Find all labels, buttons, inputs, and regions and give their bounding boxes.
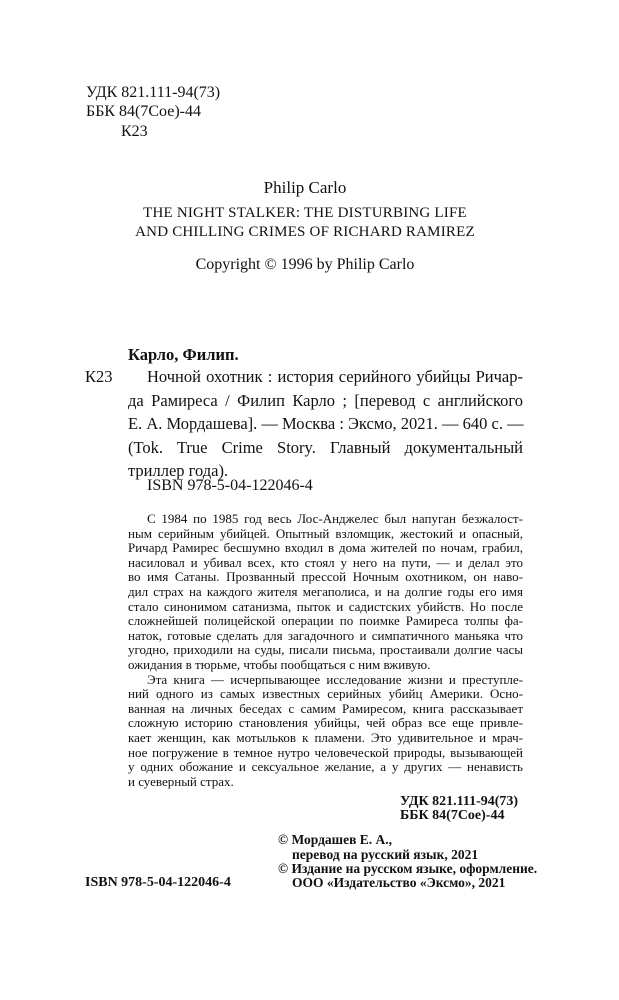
catalog-isbn: ISBN 978-5-04-122046-4 <box>147 477 313 494</box>
annotation-line: и суеверный страх. <box>128 773 234 789</box>
annotation-line: сложнейшей полицейской операции по поимке Рамиреса толпы фа- <box>128 613 523 629</box>
annotation-line: С 1984 по 1985 год весь Лос-Анджелес был напуган безжалост- <box>147 511 523 526</box>
bottom-bbk-code: ББК 84(7Сое)-44 <box>400 808 505 823</box>
bbk-code: ББК 84(7Сое)-44 <box>86 103 201 120</box>
udk-code: УДК 821.111-94(73) <box>86 84 221 101</box>
catalog-entry <box>128 365 523 483</box>
annotation-line: наток, готовые сделать для загадочного и симпатичного маньяка что <box>128 627 523 643</box>
annotation-line: дил страх на каждого жителя мегаполиса, и на долгие годы его имя <box>128 583 523 599</box>
annotation-line: ний одного из самых известных серийных убийц Америки. Осно- <box>128 686 523 702</box>
bottom-udk-code: УДК 821.111-94(73) <box>400 794 519 809</box>
catalog-line: да Рамиреса / Филип Карло ; [перевод с английского <box>128 390 523 410</box>
catalog-line: (Tok. True Crime Story. Главный документальный <box>128 437 523 457</box>
original-title-line: AND CHILLING CRIMES OF RICHARD RAMIREZ <box>135 224 475 240</box>
catalog-heading: Карло, Филип. <box>128 345 239 364</box>
annotation-line: кает женщин, как мотыльков к пламени. Это удивительное и мрач- <box>128 729 523 745</box>
annotation-line: у одних обожание и сексуальное желание, а у других — ненависть <box>128 759 523 775</box>
edition-copyright: © Издание на русском языке, оформление. <box>278 861 538 876</box>
translation-copyright: © Мордашев Е. А., <box>278 832 392 847</box>
bottom-isbn: ISBN 978-5-04-122046-4 <box>85 875 231 890</box>
annotation-line: ванная на личных беседах с самим Рамиресом, книга рассказывает <box>128 700 523 716</box>
annotation-line: Эта книга — исчерпывающее исследование жизни и преступле- <box>147 671 523 687</box>
catalog-author-mark: К23 <box>85 367 113 386</box>
annotation <box>128 512 523 789</box>
annotation-line: сложную историю становления убийцы, чей образ все еще привле- <box>128 715 523 731</box>
author-mark: К23 <box>121 123 148 140</box>
publisher-copyright: ООО «Издательство «Эксмо», 2021 <box>292 875 506 890</box>
annotation-line: стало синонимом сатанизма, пыток и садистских убийств. Но после <box>128 598 523 614</box>
original-title-line: THE NIGHT STALKER: THE DISTURBING LIFE <box>143 205 467 221</box>
catalog-line: Ночной охотник : история серийного убийцы Ричар- <box>147 367 523 386</box>
original-author: Philip Carlo <box>263 178 347 197</box>
original-copyright: Copyright © 1996 by Philip Carlo <box>195 256 415 273</box>
annotation-line: во имя Сатаны. Прозванный прессой Ночным охотником, он наво- <box>128 569 523 585</box>
annotation-line: ное погружение в темное нутро человеческой природы, вызывающей <box>128 744 523 760</box>
catalog-line: триллер года). <box>128 461 229 480</box>
annotation-line: ным серийным убийцей. Опытный взломщик, жестокий и опасный, <box>128 525 523 541</box>
annotation-line: насиловал и убивал всех, кто стоял у него на пути, — и делал это <box>128 554 523 570</box>
catalog-line: Е. А. Мордашева]. — Москва : Эксмо, 2021. — 640 с. — <box>128 414 524 433</box>
translation-copyright-detail: перевод на русский язык, 2021 <box>292 847 479 862</box>
annotation-line: Ричард Рамирес бесшумно входил в дома жителей по ночам, грабил, <box>128 540 523 556</box>
annotation-line: ожидания в тюрьме, чтобы пообщаться с ним вживую. <box>128 656 431 672</box>
annotation-line: угодно, приходили на суды, писали письма, простаивали долгие часы <box>128 642 523 658</box>
